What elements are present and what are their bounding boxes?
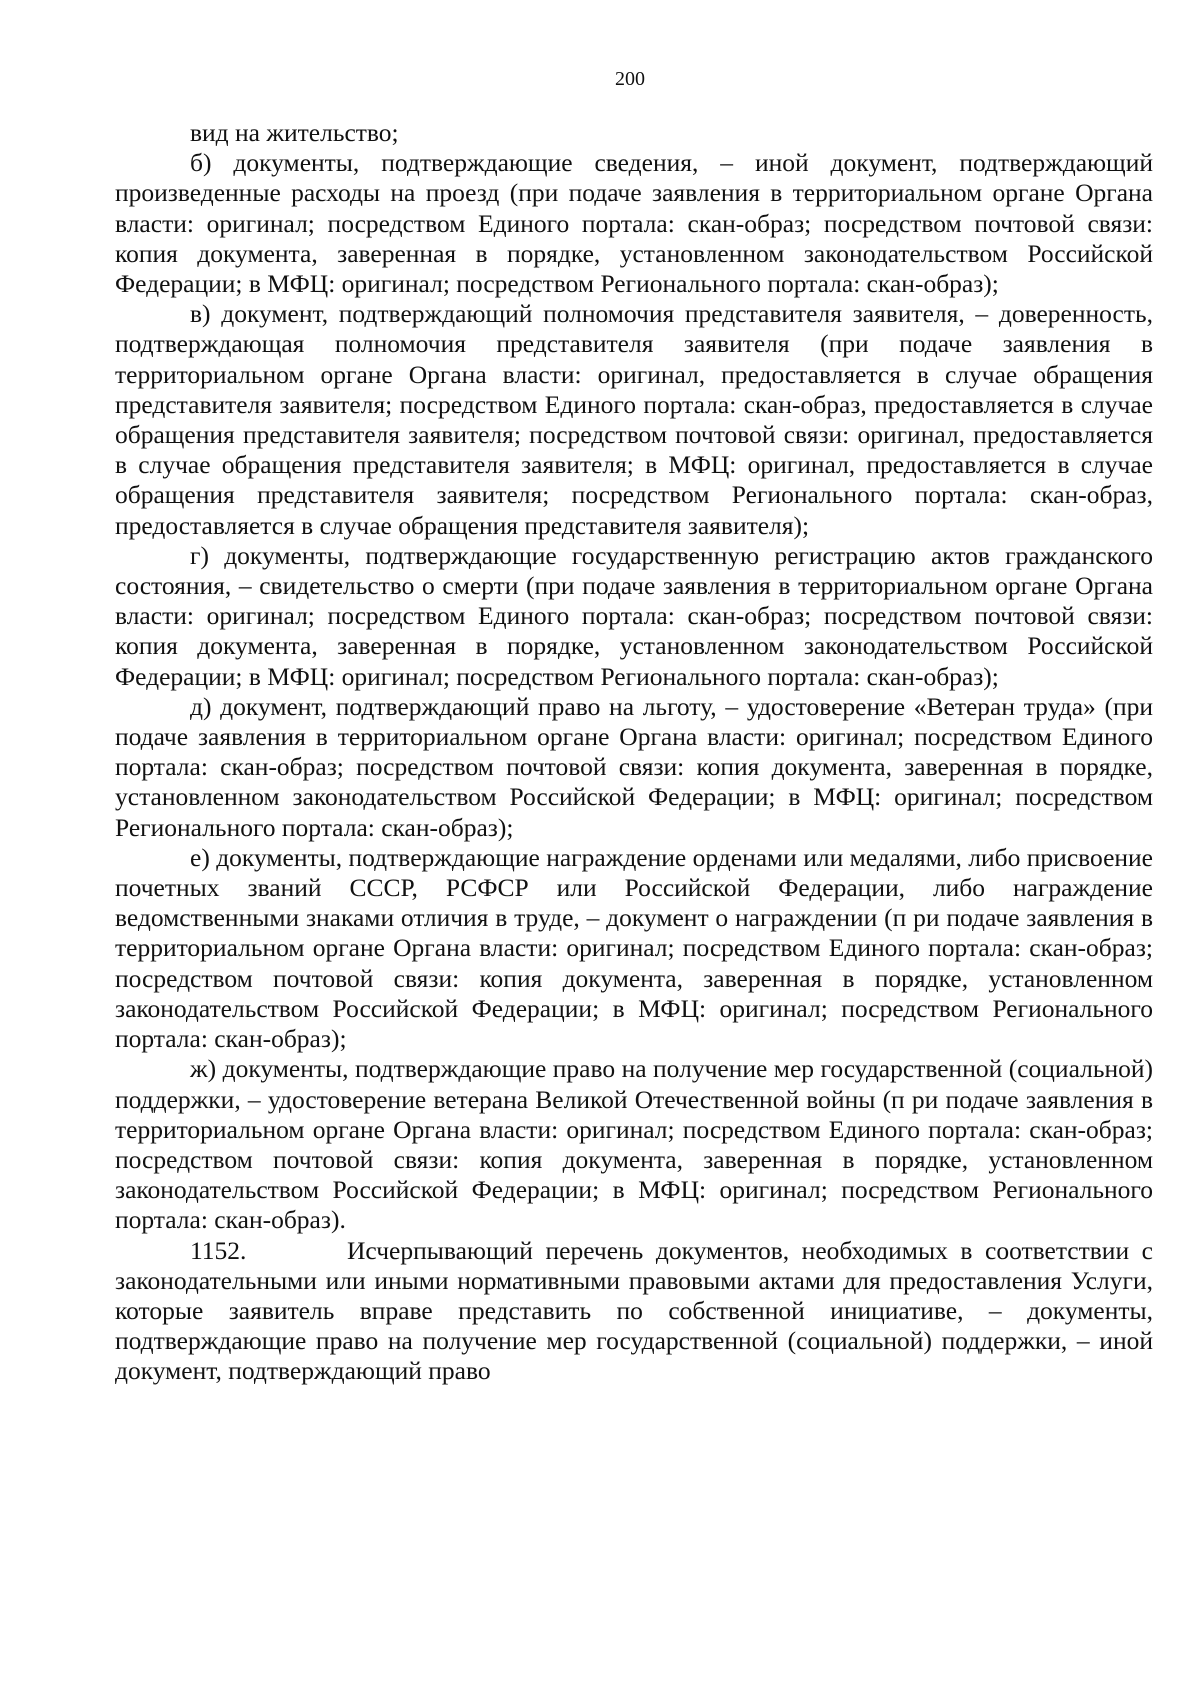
- paragraph-d-labor-veteran: д) документ, подтверждающий право на льготу, – удостоверение «Ветеран труда» (при подаче заявления в территориальном органе Органа власти: оригинал; посредством Единого портала: скан-образ; посредством почтовой связи: копия документа, заверенная в порядке, установленном законодательством Российской Федерации; в МФЦ: оригинал; посредством Регионального портала: скан-образ);: [115, 691, 1153, 842]
- paragraph-1152: 1152. Исчерпывающий перечень документов, необходимых в соответствии с законодательными или иными нормативными правовыми актами для предоставления Услуги, которые заявитель вправе представить по собственной инициативе, – документы, подтверждающие право на получение мер государственной (социальной) поддержки, – иной документ, подтверждающий право: [115, 1235, 1160, 1386]
- document-body: [115, 118, 1160, 1387]
- page-number: 200: [615, 68, 645, 90]
- paragraph-g-death-certificate: г) документы, подтверждающие государственную регистрацию актов гражданского состояния, – свидетельство о смерти (при подаче заявления в территориальном органе Органа власти: оригинал; посредством Единого портала: скан-образ; посредством почтовой связи: копия документа, заверенная в порядке, установленном законодательством Российской Федерации; в МФЦ: оригинал; посредством Регионального портала: скан-образ);: [115, 540, 1153, 691]
- paragraph-v-power-of-attorney: в) документ, подтверждающий полномочия представителя заявителя, – доверенность, подтверждающая полномочия представителя заявителя (при подаче заявления в территориальном органе Органа власти: оригинал, предоставляется в случае обращения представителя заявителя; посредством Единого портала: скан-образ, предоставляется в случае обращения представителя заявителя; посредством почтовой связи: оригинал, предоставляется в случае обращения представителя заявителя; в МФЦ: оригинал, предоставляется в случае обращения представителя заявителя; посредством Регионального портала: скан-образ, предоставляется в случае обращения представителя заявителя);: [115, 299, 1153, 540]
- paragraph-residence-permit: вид на жительство;: [190, 118, 399, 147]
- paragraph-b-travel-expenses: б) документы, подтверждающие сведения, – иной документ, подтверждающий произведенные расходы на проезд (при подаче заявления в территориальном органе Органа власти: оригинал; посредством Единого портала: скан-образ; посредством почтовой связи: копия документа, заверенная в порядке, установленном законодательством Российской Федерации; в МФЦ: оригинал; посредством Регионального портала: скан-образ);: [115, 148, 1153, 299]
- paragraph-zh-war-veteran: ж) документы, подтверждающие право на получение мер государственной (социальной) поддержки, – удостоверение ветерана Великой Отечественной войны (п ри подаче заявления в территориальном органе Органа власти: оригинал; посредством Единого портала: скан-образ; посредством почтовой связи: копия документа, заверенная в порядке, установленном законодательством Российской Федерации; в МФЦ: оригинал; посредством Регионального портала: скан-образ).: [115, 1054, 1153, 1235]
- paragraph-e-awards: е) документы, подтверждающие награждение орденами или медалями, либо присвоение почетных званий СССР, РСФСР или Российской Федерации, либо награждение ведомственными знаками отличия в труде, – документ о награждении (п ри подаче заявления в территориальном органе Органа власти: оригинал; посредством Единого портала: скан-образ; посредством почтовой связи: копия документа, заверенная в порядке, установленном законодательством Российской Федерации; в МФЦ: оригинал; посредством Регионального портала: скан-образ);: [115, 842, 1153, 1054]
